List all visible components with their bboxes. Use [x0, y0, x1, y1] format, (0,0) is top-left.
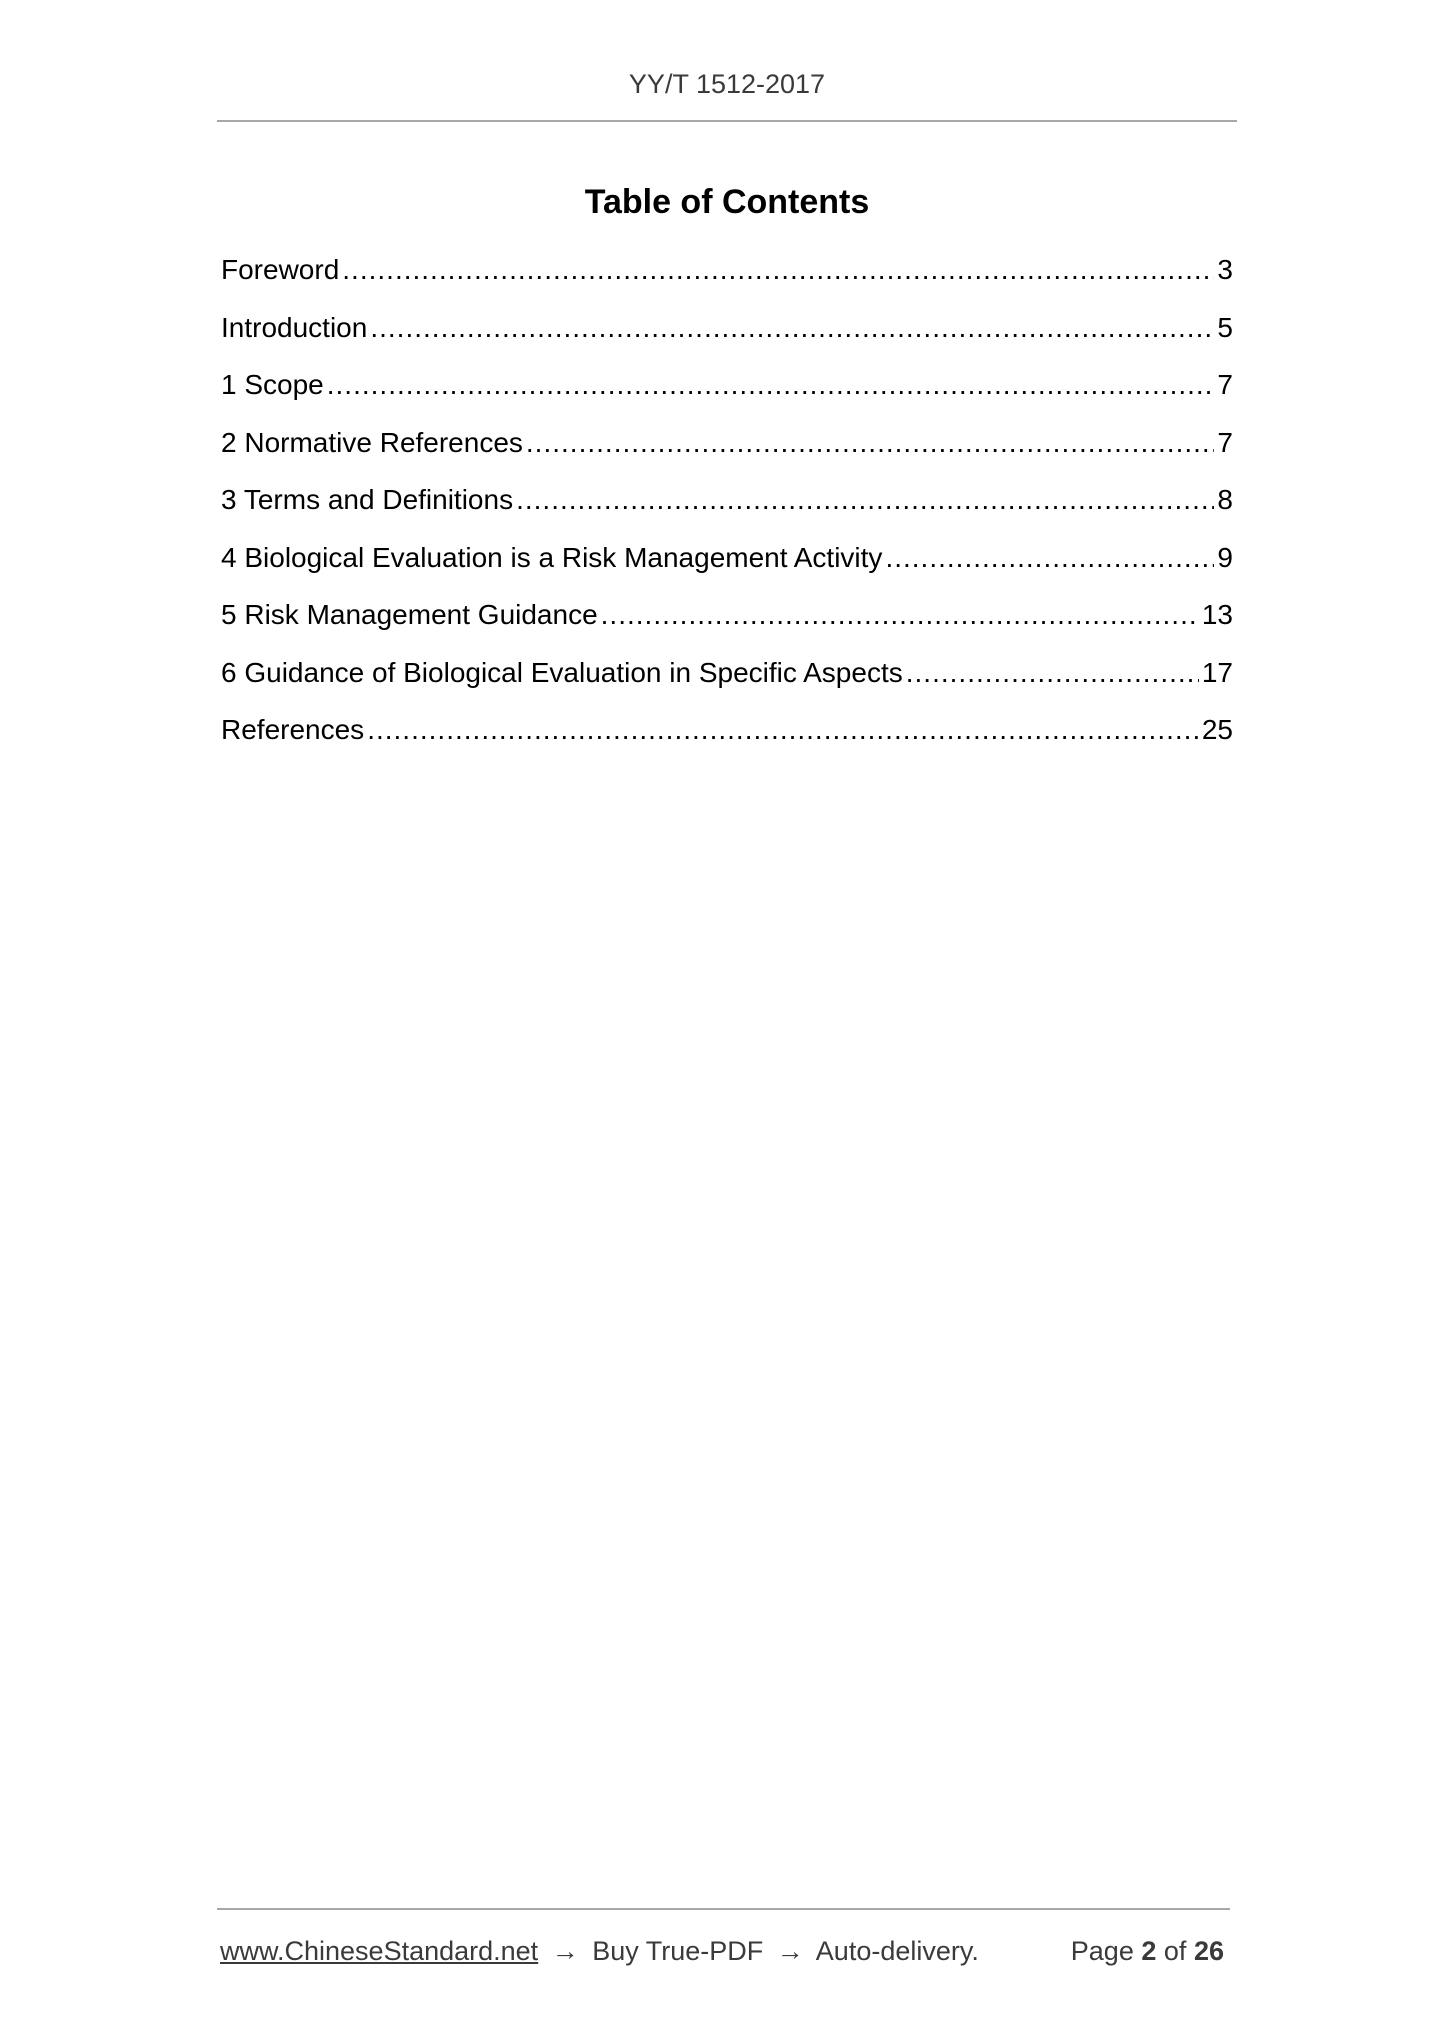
- toc-entry-label: 6 Guidance of Biological Evaluation in Specific Aspects: [221, 656, 903, 688]
- dot-leader: [906, 653, 1199, 693]
- toc-entry-page: 3: [1217, 254, 1233, 285]
- toc-entry-risk-management-guidance[interactable]: [221, 595, 1233, 653]
- toc-entry-page: 25: [1201, 714, 1233, 745]
- table-of-contents: [221, 250, 1233, 768]
- current-page: 2: [1141, 1936, 1157, 1966]
- dot-leader: [327, 365, 1215, 405]
- toc-entry-label: 1 Scope: [221, 369, 324, 400]
- toc-title: Table of Contents: [584, 183, 870, 221]
- toc-entry-page: 17: [1201, 656, 1233, 688]
- total-pages: 26: [1193, 1936, 1224, 1966]
- of-word: of: [1163, 1936, 1187, 1966]
- dot-leader: [342, 250, 1214, 290]
- toc-entry-label: Introduction: [221, 311, 368, 343]
- toc-entry-page: 9: [1217, 541, 1233, 573]
- delivery-text: Auto-delivery.: [815, 1936, 979, 1966]
- page-header: [217, 0, 1237, 122]
- page-footer: [217, 1908, 1230, 1990]
- toc-entry-foreword[interactable]: [221, 250, 1233, 308]
- toc-entry-biological-evaluation[interactable]: [221, 538, 1233, 596]
- toc-entry-label: 3 Terms and Definitions: [221, 484, 514, 515]
- right-arrow-icon: →: [551, 1936, 579, 1966]
- toc-entry-guidance-specific-aspects[interactable]: [221, 653, 1233, 711]
- toc-entry-label: 5 Risk Management Guidance: [221, 599, 598, 630]
- toc-entry-page: 7: [1217, 369, 1233, 400]
- page-number: [1071, 1934, 1224, 1968]
- dot-leader: [367, 710, 1199, 750]
- toc-entry-references[interactable]: [221, 710, 1233, 768]
- dot-leader: [526, 423, 1215, 463]
- dot-leader: [885, 538, 1214, 578]
- website-link[interactable]: www.ChineseStandard.net: [220, 1936, 539, 1966]
- footer-promo: [220, 1934, 979, 1968]
- toc-entry-page: 13: [1201, 599, 1233, 630]
- toc-entry-label: Foreword: [221, 254, 340, 285]
- page-word: Page: [1070, 1936, 1134, 1966]
- toc-entry-label: References: [221, 714, 365, 745]
- dot-leader: [370, 308, 1214, 348]
- toc-entry-terms-and-definitions[interactable]: [221, 480, 1233, 538]
- document-code: YY/T 1512-2017: [628, 69, 826, 99]
- buy-text: Buy True-PDF: [592, 1936, 764, 1966]
- toc-entry-introduction[interactable]: [221, 308, 1233, 366]
- toc-entry-normative-references[interactable]: [221, 423, 1233, 481]
- right-arrow-icon: →: [776, 1936, 804, 1966]
- toc-entry-label: 2 Normative References: [221, 426, 523, 458]
- toc-entry-page: 8: [1217, 484, 1233, 515]
- toc-entry-scope[interactable]: [221, 365, 1233, 423]
- dot-leader: [601, 595, 1199, 635]
- dot-leader: [516, 480, 1214, 520]
- toc-entry-label: 4 Biological Evaluation is a Risk Management Activity: [221, 541, 883, 573]
- toc-entry-page: 7: [1217, 426, 1233, 458]
- toc-entry-page: 5: [1217, 311, 1233, 343]
